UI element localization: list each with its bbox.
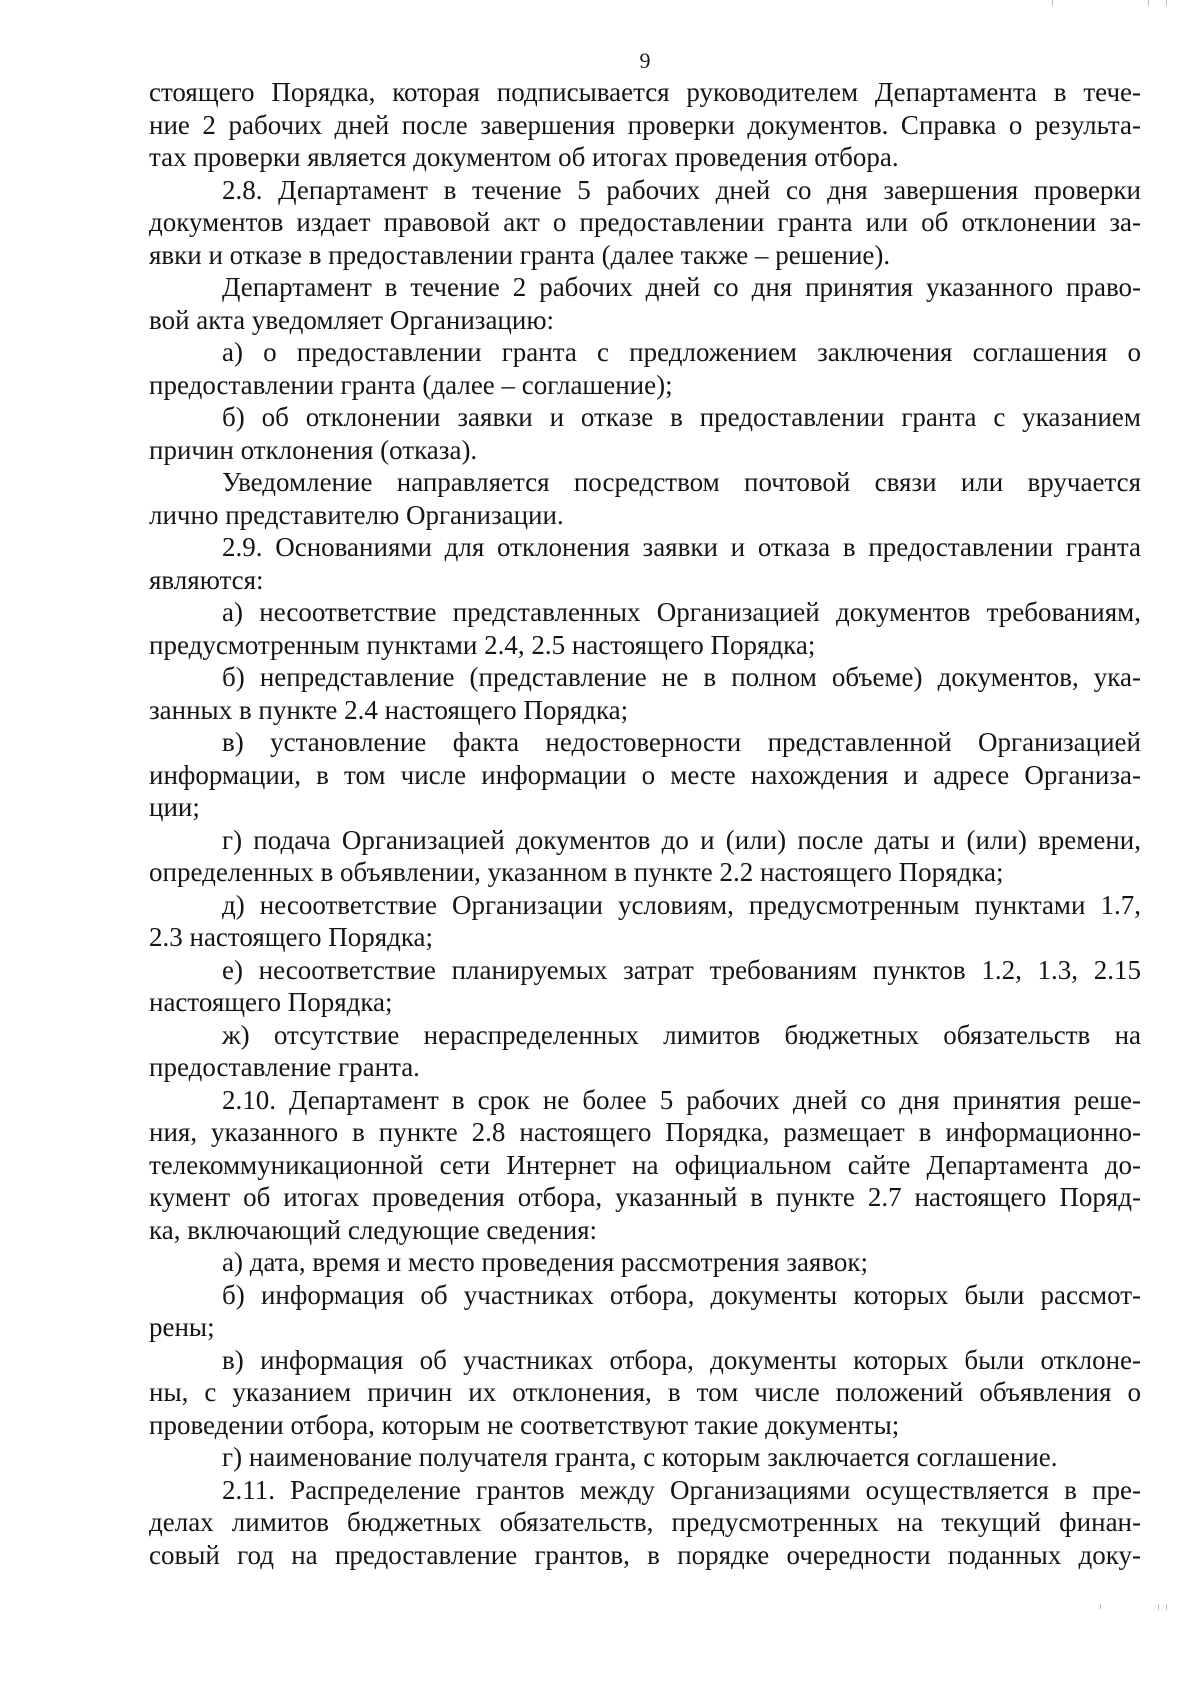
text-line: причин отклонения (отказа). [149, 434, 478, 465]
paragraph-first-line: е) несоответствие планируемых затрат требованиям пунктов 1.2, 1.3, 2.15 [222, 954, 1141, 985]
text-line: ции; [149, 792, 200, 822]
paragraph-first-line: б) об отклонении заявки и отказе в предоставлении гранта с указанием [222, 402, 1141, 432]
scan-edge-mark [1052, 0, 1053, 6]
paragraph-first-line: а) о предоставлении гранта с предложением заключения соглашения о [222, 337, 1141, 367]
text-line: стоящего Порядка, которая подписывается руководителем Департамента в тече- [149, 77, 1141, 107]
text-line: рены; [149, 1312, 215, 1342]
paragraph-first-line: б) информация об участниках отбора, документы которых были рассмот- [222, 1279, 1141, 1310]
text-line: делах лимитов бюджетных обязательств, предусмотренных на текущий финан- [149, 1507, 1141, 1537]
paragraph-first-line: г) наименование получателя гранта, с которым заключается соглашение. [222, 1442, 1058, 1472]
paragraph-first-line: д) несоответствие Организации условиям, предусмотренным пунктами 1.7, [222, 889, 1141, 920]
paragraph-first-line: Уведомление направляется посредством почтовой связи или вручается [222, 467, 1141, 497]
scan-edge-mark [1166, 1604, 1167, 1610]
paragraph-first-line: 2.9. Основаниями для отклонения заявки и отказа в предоставлении гранта [222, 532, 1141, 562]
text-line: являются: [149, 564, 264, 595]
paragraph-first-line: г) подача Организацией документов до и (или) после даты и (или) времени, [222, 824, 1141, 855]
text-line: предусмотренным пунктами 2.4, 2.5 настоящего Порядка; [149, 629, 816, 660]
paragraph-first-line: б) непредставление (представление не в полном объеме) документов, ука- [222, 662, 1141, 692]
paragraph-first-line: ж) отсутствие нераспределенных лимитов бюджетных обязательств на [222, 1019, 1141, 1050]
paragraph-first-line: 2.10. Департамент в срок не более 5 рабочих дней со дня принятия реше- [222, 1084, 1141, 1115]
paragraph-first-line: Департамент в течение 2 рабочих дней со дня принятия указанного право- [222, 272, 1141, 302]
text-line: настоящего Порядка; [149, 987, 393, 1017]
text-line: проведении отбора, которым не соответствуют такие документы; [149, 1409, 900, 1440]
text-line: телекоммуникационной сети Интернет на официальном сайте Департамента до- [149, 1149, 1141, 1180]
paragraph-first-line: 2.8. Департамент в течение 5 рабочих дней со дня завершения проверки [222, 174, 1141, 205]
paragraph-first-line: 2.11. Распределение грантов между Организациями осуществляется в пре- [222, 1474, 1141, 1505]
text-line: ка, включающий следующие сведения: [149, 1214, 598, 1245]
text-line: тах проверки является документом об итогах проведения отбора. [149, 142, 899, 172]
text-line: совый год на предоставление грантов, в порядке очередности поданных доку- [149, 1539, 1141, 1570]
text-line: информации, в том числе информации о месте нахождения и адресе Организа- [149, 759, 1141, 790]
text-line: кумент об итогах проведения отбора, указанный в пункте 2.7 настоящего Поряд- [149, 1182, 1141, 1212]
document-body-text [149, 76, 1141, 1571]
scan-edge-mark [1148, 0, 1149, 6]
paragraph-first-line: а) дата, время и место проведения рассмотрения заявок; [222, 1247, 869, 1277]
text-line: предоставлении гранта (далее – соглашение); [149, 369, 673, 400]
paragraph-first-line: в) установление факта недостоверности представленной Организацией [222, 727, 1141, 757]
text-line: лично представителю Организации. [149, 499, 564, 530]
text-line: документов издает правовой акт о предоставлении гранта или об отклонении за- [149, 207, 1141, 237]
scan-edge-mark [1158, 1604, 1159, 1610]
text-line: предоставление гранта. [149, 1052, 420, 1082]
text-line: ния, указанного в пункте 2.8 настоящего Порядка, размещает в информационно- [149, 1117, 1141, 1147]
paragraph-first-line: а) несоответствие представленных Организацией документов требованиям, [222, 597, 1141, 627]
text-line: ние 2 рабочих дней после завершения проверки документов. Справка о результа- [149, 109, 1141, 140]
scan-edge-mark [1100, 1604, 1101, 1609]
text-line: 2.3 настоящего Порядка; [149, 922, 434, 952]
text-line: вой акта уведомляет Организацию: [149, 304, 554, 335]
text-line: занных в пункте 2.4 настоящего Порядка; [149, 694, 629, 725]
text-line: явки и отказе в предоставлении гранта (далее также – решение). [149, 239, 891, 270]
text-line: ны, с указанием причин их отклонения, в том числе положений объявления о [149, 1377, 1141, 1407]
scan-edge-mark [1166, 0, 1167, 6]
text-line: определенных в объявлении, указанном в пункте 2.2 настоящего Порядка; [149, 857, 1004, 887]
paragraph-first-line: в) информация об участниках отбора, документы которых были отклоне- [222, 1344, 1141, 1375]
page-number: 9 [639, 48, 651, 73]
